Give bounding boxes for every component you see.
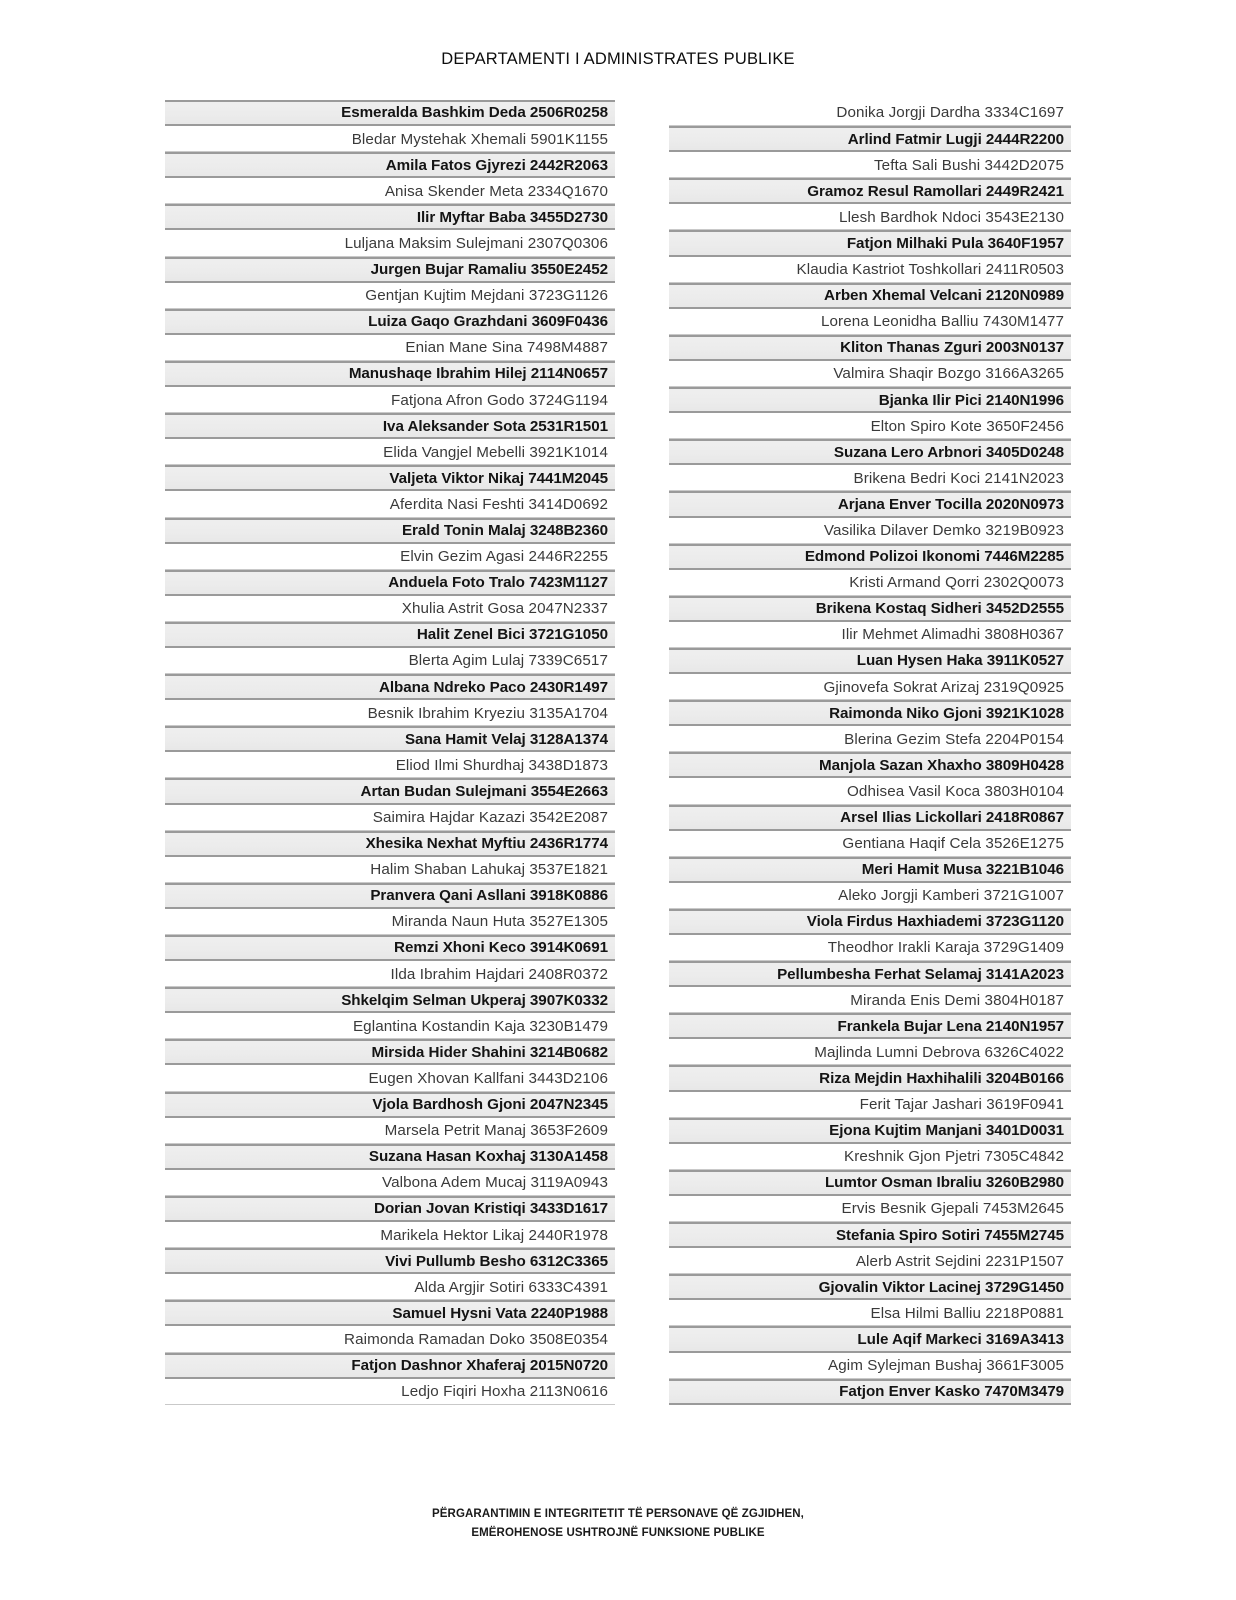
name-list-entry-text: Luan Hysen Haka 3911K0527 (856, 652, 1064, 670)
name-list-row (669, 883, 1071, 909)
name-list-row (669, 1248, 1071, 1274)
name-list-row (669, 518, 1071, 544)
name-list-entry-text: Ilir Myftar Baba 3455D2730 (416, 208, 608, 226)
name-list-row (165, 648, 615, 674)
name-list-entry-text: Gentjan Kujtim Mejdani 3723G1126 (365, 287, 608, 305)
name-list-row (165, 935, 615, 961)
name-list-entry-text: Stefania Spiro Sotiri 7455M2745 (835, 1226, 1064, 1244)
name-list-entry-text: Amila Fatos Gjyrezi 2442R2063 (385, 156, 608, 174)
name-list-row (165, 883, 615, 909)
name-list-row (165, 1039, 615, 1065)
name-list-row (165, 439, 615, 465)
name-list-entry-text: Arsel Ilias Lickollari 2418R0867 (840, 809, 1064, 827)
name-list-row (165, 857, 615, 883)
name-list-entry-text: Miranda Naun Huta 3527E1305 (391, 913, 608, 931)
name-list-entry-text: Fatjon Dashnor Xhaferaj 2015N0720 (351, 1356, 608, 1374)
name-list-entry-text: Vasilika Dilaver Demko 3219B0923 (823, 521, 1064, 539)
name-list-row (669, 857, 1071, 883)
name-list-entry-text: Enian Mane Sina 7498M4887 (405, 339, 608, 357)
name-list-entry-text: Fatjona Afron Godo 3724G1194 (391, 391, 608, 409)
name-list-row (669, 1170, 1071, 1196)
name-list-row (669, 1065, 1071, 1091)
name-list-entry-text: Dorian Jovan Kristiqi 3433D1617 (374, 1200, 608, 1218)
name-list-row (669, 1039, 1071, 1065)
name-list-row (165, 387, 615, 413)
name-list-row (165, 1144, 615, 1170)
name-list-entry-text: Donika Jorgji Dardha 3334C1697 (836, 104, 1064, 122)
name-list-entry-text: Halit Zenel Bici 3721G1050 (416, 626, 608, 644)
name-list-entry-text: Blerina Gezim Stefa 2204P0154 (844, 730, 1064, 748)
name-list-row (165, 100, 615, 126)
name-list-entry-text: Gjinovefa Sokrat Arizaj 2319Q0925 (823, 678, 1064, 696)
name-list-entry-text: Mirsida Hider Shahini 3214B0682 (371, 1043, 608, 1061)
name-list-row (165, 752, 615, 778)
name-list-entry-text: Elida Vangjel Mebelli 3921K1014 (383, 443, 608, 461)
name-list-row (165, 1379, 615, 1405)
name-list-entry-text: Luljana Maksim Sulejmani 2307Q0306 (344, 234, 608, 252)
name-list-row (669, 387, 1071, 413)
name-list-row (165, 491, 615, 517)
name-list-entry-text: Valmira Shaqir Bozgo 3166A3265 (833, 365, 1064, 383)
name-list-entry-text: Elsa Hilmi Balliu 2218P0881 (870, 1304, 1064, 1322)
name-list-entry-text: Remzi Xhoni Keco 3914K0691 (394, 939, 608, 957)
name-list-entry-text: Lumtor Osman Ibraliu 3260B2980 (824, 1174, 1064, 1192)
name-list-entry-text: Eglantina Kostandin Kaja 3230B1479 (352, 1017, 608, 1035)
name-list-entry-text: Miranda Enis Demi 3804H0187 (850, 991, 1064, 1009)
name-list-row (669, 622, 1071, 648)
name-list-row (669, 752, 1071, 778)
name-list-entry-text: Gjovalin Viktor Lacinej 3729G1450 (818, 1278, 1064, 1296)
name-list-entry-text: Ilda Ibrahim Hajdari 2408R0372 (390, 965, 608, 983)
name-list-entry-text: Arlind Fatmir Lugji 2444R2200 (847, 130, 1064, 148)
name-list-entry-text: Ervis Besnik Gjepali 7453M2645 (841, 1200, 1064, 1218)
name-list-entry-text: Suzana Lero Arbnori 3405D0248 (833, 443, 1064, 461)
name-list-entry-text: Pranvera Qani Asllani 3918K0886 (370, 887, 608, 905)
name-list-entry-text: Majlinda Lumni Debrova 6326C4022 (814, 1043, 1064, 1061)
page-title: DEPARTAMENTI I ADMINISTRATES PUBLIKE (441, 50, 795, 68)
name-list-entry-text: Suzana Hasan Koxhaj 3130A1458 (368, 1148, 608, 1166)
name-list-entry-text: Halim Shaban Lahukaj 3537E1821 (370, 861, 608, 879)
name-list-row (165, 1274, 615, 1300)
name-list-entry-text: Fatjon Milhaki Pula 3640F1957 (846, 234, 1064, 252)
name-list-row (165, 1300, 615, 1326)
name-list-entry-text: Manjola Sazan Xhaxho 3809H0428 (819, 756, 1064, 774)
name-list-entry-text: Agim Sylejman Bushaj 3661F3005 (827, 1356, 1064, 1374)
name-list-row (669, 361, 1071, 387)
name-list-row (669, 1274, 1071, 1300)
name-list-row (165, 465, 615, 491)
name-list-row (669, 909, 1071, 935)
name-list-row (669, 283, 1071, 309)
name-list-entry-text: Ejona Kujtim Manjani 3401D0031 (829, 1122, 1064, 1140)
name-list-entry-text: Elton Spiro Kote 3650F2456 (870, 417, 1064, 435)
name-list-entry-text: Albana Ndreko Paco 2430R1497 (378, 678, 608, 696)
name-list-row (669, 1144, 1071, 1170)
name-list-row (165, 230, 615, 256)
name-list-row (165, 1092, 615, 1118)
name-list-row (669, 987, 1071, 1013)
name-list-entry-text: Anisa Skender Meta 2334Q1670 (384, 182, 608, 200)
name-list-entry-text: Fatjon Enver Kasko 7470M3479 (839, 1383, 1064, 1401)
name-list-row (669, 257, 1071, 283)
name-list-entry-text: Jurgen Bujar Ramaliu 3550E2452 (370, 261, 608, 279)
name-list-entry-text: Kreshnik Gjon Pjetri 7305C4842 (844, 1148, 1064, 1166)
name-list-row (669, 1118, 1071, 1144)
name-list-row (669, 1379, 1071, 1405)
name-list-entry-text: Marsela Petrit Manaj 3653F2609 (384, 1122, 608, 1140)
name-list-row (669, 152, 1071, 178)
name-list-entry-text: Iva Aleksander Sota 2531R1501 (382, 417, 608, 435)
name-list-entry-text: Vivi Pullumb Besho 6312C3365 (385, 1252, 608, 1270)
name-list-entry-text: Kliton Thanas Zguri 2003N0137 (840, 339, 1064, 357)
name-list-entry-text: Ferit Tajar Jashari 3619F0941 (859, 1096, 1064, 1114)
name-list-row (669, 700, 1071, 726)
name-list-row (669, 961, 1071, 987)
name-list-entry-text: Klaudia Kastriot Toshkollari 2411R0503 (796, 261, 1064, 279)
name-list-row (165, 361, 615, 387)
name-list-entry-text: Gramoz Resul Ramollari 2449R2421 (807, 182, 1064, 200)
name-list-row (669, 674, 1071, 700)
name-list-row (165, 257, 615, 283)
name-list-row (669, 570, 1071, 596)
name-list-entry-text: Tefta Sali Bushi 3442D2075 (873, 156, 1064, 174)
name-list-entry-text: Anduela Foto Tralo 7423M1127 (388, 574, 608, 592)
name-list-entry-text: Riza Mejdin Haxhihalili 3204B0166 (819, 1069, 1064, 1087)
name-list-entry-text: Eliod Ilmi Shurdhaj 3438D1873 (395, 756, 608, 774)
name-list-row (165, 544, 615, 570)
name-list-entry-text: Gentiana Haqif Cela 3526E1275 (842, 835, 1064, 853)
name-list-entry-text: Kristi Armand Qorri 2302Q0073 (849, 574, 1064, 592)
name-list-entry-text: Bledar Mystehak Xhemali 5901K1155 (351, 130, 608, 148)
name-list-row (165, 596, 615, 622)
name-list-row (165, 805, 615, 831)
name-list-row (165, 126, 615, 152)
name-list-entry-text: Lule Aqif Markeci 3169A3413 (857, 1330, 1064, 1348)
name-list-row (165, 570, 615, 596)
name-list-row (165, 1353, 615, 1379)
name-list-row (165, 1222, 615, 1248)
name-list-entry-text: Alda Argjir Sotiri 6333C4391 (414, 1278, 608, 1296)
footer-line-1: PËRGARANTIMIN E INTEGRITETIT TË PERSONAVE QË ZGJIDHEN, (432, 1508, 804, 1520)
name-list-entry-text: Edmond Polizoi Ikonomi 7446M2285 (804, 548, 1064, 566)
name-list-row (165, 152, 615, 178)
name-list-entry-text: Artan Budan Sulejmani 3554E2663 (360, 782, 608, 800)
name-list-entry-text: Aleko Jorgji Kamberi 3721G1007 (838, 887, 1064, 905)
name-list-row (669, 335, 1071, 361)
name-list-row (165, 622, 615, 648)
name-list-row (669, 1196, 1071, 1222)
name-list-entry-text: Valbona Adem Mucaj 3119A0943 (382, 1174, 608, 1192)
name-list-entry-text: Pellumbesha Ferhat Selamaj 3141A2023 (777, 965, 1064, 983)
name-list-entry-text: Shkelqim Selman Ukperaj 3907K0332 (341, 991, 608, 1009)
name-list-entry-text: Erald Tonin Malaj 3248B2360 (401, 521, 608, 539)
name-list-entry-text: Brikena Bedri Koci 2141N2023 (853, 469, 1064, 487)
name-list-container (0, 100, 1236, 1405)
name-list-row (165, 1118, 615, 1144)
name-list-row (165, 1013, 615, 1039)
name-list-row (165, 518, 615, 544)
name-list-entry-text: Xhesika Nexhat Myftiu 2436R1774 (365, 835, 608, 853)
name-list-entry-text: Elvin Gezim Agasi 2446R2255 (400, 548, 608, 566)
name-list-entry-text: Lorena Leonidha Balliu 7430M1477 (820, 313, 1064, 331)
name-list-entry-text: Blerta Agim Lulaj 7339C6517 (408, 652, 608, 670)
name-list-row (669, 805, 1071, 831)
footer-line-2: EMËROHENOSE USHTROJNË FUNKSIONE PUBLIKE (471, 1527, 765, 1539)
name-list-entry-text: Vjola Bardhosh Gjoni 2047N2345 (372, 1096, 608, 1114)
name-list-left-column (165, 100, 615, 1405)
name-list-entry-text: Valjeta Viktor Nikaj 7441M2045 (389, 469, 608, 487)
name-list-row (669, 1092, 1071, 1118)
name-list-entry-text: Saimira Hajdar Kazazi 3542E2087 (372, 809, 608, 827)
name-list-entry-text: Esmeralda Bashkim Deda 2506R0258 (341, 104, 608, 122)
name-list-row (669, 1326, 1071, 1352)
name-list-entry-text: Xhulia Astrit Gosa 2047N2337 (401, 600, 608, 618)
name-list-row (669, 465, 1071, 491)
name-list-row (669, 1222, 1071, 1248)
name-list-entry-text: Bjanka Ilir Pici 2140N1996 (878, 391, 1064, 409)
name-list-entry-text: Ilir Mehmet Alimadhi 3808H0367 (841, 626, 1064, 644)
name-list-row (669, 726, 1071, 752)
name-list-row (669, 1353, 1071, 1379)
name-list-row (165, 178, 615, 204)
name-list-right-column (669, 100, 1071, 1405)
name-list-entry-text: Eugen Xhovan Kallfani 3443D2106 (368, 1069, 608, 1087)
name-list-row (669, 126, 1071, 152)
name-list-row (165, 1248, 615, 1274)
name-list-entry-text: Alerb Astrit Sejdini 2231P1507 (855, 1252, 1064, 1270)
name-list-entry-text: Theodhor Irakli Karaja 3729G1409 (827, 939, 1064, 957)
name-list-row (669, 831, 1071, 857)
name-list-row (669, 413, 1071, 439)
name-list-row (669, 100, 1071, 126)
name-list-entry-text: Raimonda Niko Gjoni 3921K1028 (829, 704, 1064, 722)
name-list-entry-text: Raimonda Ramadan Doko 3508E0354 (344, 1330, 608, 1348)
name-list-entry-text: Aferdita Nasi Feshti 3414D0692 (389, 495, 608, 513)
name-list-row (669, 204, 1071, 230)
name-list-entry-text: Brikena Kostaq Sidheri 3452D2555 (815, 600, 1064, 618)
name-list-row (165, 1326, 615, 1352)
name-list-row (669, 935, 1071, 961)
name-list-row (165, 309, 615, 335)
name-list-entry-text: Viola Firdus Haxhiademi 3723G1120 (806, 913, 1064, 931)
name-list-row (165, 987, 615, 1013)
name-list-row (165, 909, 615, 935)
name-list-row (165, 1065, 615, 1091)
name-list-entry-text: Llesh Bardhok Ndoci 3543E2130 (839, 208, 1064, 226)
name-list-entry-text: Arben Xhemal Velcani 2120N0989 (824, 287, 1064, 305)
name-list-row (165, 831, 615, 857)
name-list-entry-text: Besnik Ibrahim Kryeziu 3135A1704 (367, 704, 608, 722)
name-list-row (669, 309, 1071, 335)
name-list-row (165, 778, 615, 804)
name-list-row (165, 961, 615, 987)
name-list-row (165, 1170, 615, 1196)
name-list-entry-text: Sana Hamit Velaj 3128A1374 (404, 730, 608, 748)
name-list-entry-text: Samuel Hysni Vata 2240P1988 (392, 1304, 608, 1322)
name-list-row (669, 491, 1071, 517)
name-list-row (165, 413, 615, 439)
name-list-entry-text: Marikela Hektor Likaj 2440R1978 (380, 1226, 608, 1244)
name-list-row (669, 544, 1071, 570)
name-list-row (165, 700, 615, 726)
footer (0, 1505, 1236, 1543)
name-list-row (669, 230, 1071, 256)
name-list-row (669, 1300, 1071, 1326)
name-list-row (669, 596, 1071, 622)
name-list-row (669, 778, 1071, 804)
name-list-row (165, 283, 615, 309)
name-list-row (165, 674, 615, 700)
name-list-row (165, 726, 615, 752)
name-list-row (669, 1013, 1071, 1039)
name-list-row (669, 439, 1071, 465)
name-list-entry-text: Luiza Gaqo Grazhdani 3609F0436 (368, 313, 608, 331)
name-list-row (669, 178, 1071, 204)
name-list-entry-text: Manushaqe Ibrahim Hilej 2114N0657 (348, 365, 608, 383)
name-list-row (669, 648, 1071, 674)
name-list-entry-text: Arjana Enver Tocilla 2020N0973 (837, 495, 1064, 513)
name-list-entry-text: Ledjo Fiqiri Hoxha 2113N0616 (401, 1383, 608, 1401)
name-list-row (165, 204, 615, 230)
name-list-row (165, 1196, 615, 1222)
name-list-entry-text: Odhisea Vasil Koca 3803H0104 (847, 782, 1064, 800)
name-list-entry-text: Meri Hamit Musa 3221B1046 (861, 861, 1064, 879)
name-list-entry-text: Frankela Bujar Lena 2140N1957 (837, 1017, 1064, 1035)
name-list-row (165, 335, 615, 361)
